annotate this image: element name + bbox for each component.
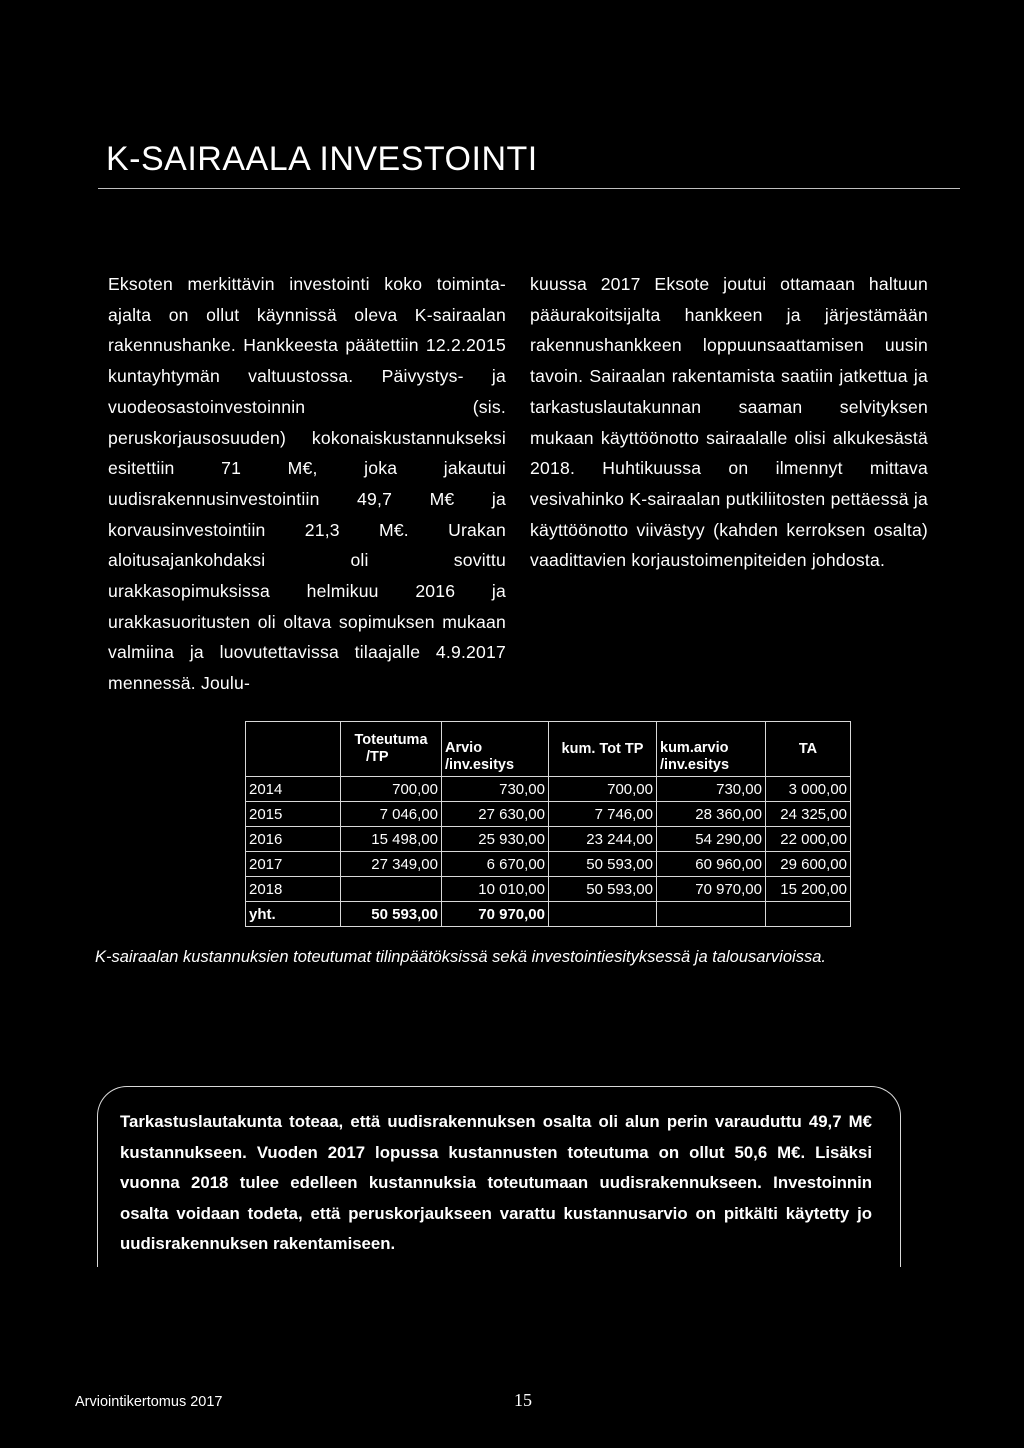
table-row (246, 827, 851, 852)
cell-kum-arvio: 54 290,00 (657, 827, 766, 852)
cell-toteutuma (341, 877, 442, 902)
callout-text: Tarkastuslautakunta toteaa, että uudisrakennuksen osalta oli alun perin varauduttu 49,7 M€ kustannukseen. Vuoden 2017 lopussa kustannusten toteutuma on ollut 50,6 M€. Lisäksi vuonna 2018 tulee edelleen kustannuksia toteutumaan uudisrakennukseen. Investoinnin osalta voidaan todeta, että peruskorjaukseen varattu kustannusarvio on pitkälti käytetty jo uudisrakennuksen rakentamiseen. (120, 1112, 872, 1253)
page-title: K-SAIRAALA INVESTOINTI (106, 140, 538, 178)
table-header-row (246, 722, 851, 777)
footer-report-name: Arviointikertomus 2017 (75, 1394, 223, 1410)
cell-arvio: 27 630,00 (442, 802, 549, 827)
cell-year: 2014 (246, 777, 341, 802)
header-arvio-line1: Arvio (445, 740, 483, 756)
cell-year: 2016 (246, 827, 341, 852)
cell-arvio: 70 970,00 (442, 902, 549, 927)
cell-kum-tot (549, 902, 657, 927)
cell-ta: 24 325,00 (766, 802, 851, 827)
cell-arvio: 730,00 (442, 777, 549, 802)
cell-year: yht. (246, 902, 341, 927)
cell-kum-arvio (657, 902, 766, 927)
cell-kum-tot: 7 746,00 (549, 802, 657, 827)
table-row-total (246, 902, 851, 927)
header-arvio-line2: /inv.esitys (445, 757, 515, 773)
header-kum-tot: kum. Tot TP (549, 722, 657, 777)
cell-ta: 22 000,00 (766, 827, 851, 852)
cell-arvio: 6 670,00 (442, 852, 549, 877)
cell-toteutuma: 700,00 (341, 777, 442, 802)
cell-toteutuma: 15 498,00 (341, 827, 442, 852)
table-row (246, 777, 851, 802)
cell-kum-arvio: 28 360,00 (657, 802, 766, 827)
cell-arvio: 10 010,00 (442, 877, 549, 902)
header-kum-arvio-line1: kum.arvio (660, 740, 729, 756)
cell-ta: 15 200,00 (766, 877, 851, 902)
cell-ta (766, 902, 851, 927)
cell-year: 2017 (246, 852, 341, 877)
cell-kum-tot: 50 593,00 (549, 852, 657, 877)
cell-year: 2018 (246, 877, 341, 902)
table-row (246, 877, 851, 902)
cell-year: 2015 (246, 802, 341, 827)
cell-kum-tot: 23 244,00 (549, 827, 657, 852)
cell-arvio: 25 930,00 (442, 827, 549, 852)
header-toteutuma-line1: Toteutuma (354, 732, 428, 748)
cell-ta: 3 000,00 (766, 777, 851, 802)
cell-kum-tot: 50 593,00 (549, 877, 657, 902)
table-caption: K-sairaalan kustannuksien toteutumat tilinpäätöksissä sekä investointiesityksessä ja talousarvioissa. (95, 948, 826, 966)
cell-kum-tot: 700,00 (549, 777, 657, 802)
cell-toteutuma: 50 593,00 (341, 902, 442, 927)
header-year (246, 722, 341, 777)
title-divider (98, 188, 960, 189)
cell-kum-arvio: 70 970,00 (657, 877, 766, 902)
table-row (246, 852, 851, 877)
cost-table (245, 721, 851, 927)
header-toteutuma-line2: /TP (366, 749, 389, 765)
body-text-right-column: kuussa 2017 Eksote joutui ottamaan haltuun pääurakoitsijalta hankkeen ja järjestämään rakennushankkeen loppuunsaattamisen uusin tavoin. Sairaalan rakentamista saatiin jatkettua ja tarkastuslautakunnan saaman selvityksen mukaan käyttöönotto sairaalalle olisi alkukesästä 2018. Huhtikuussa on ilmennyt mittava vesivahinko K-sairaalan putkiliitosten pettäessä ja käyttöönotto viivästyy (kahden kerroksen osalta) vaadittavien korjaustoimenpiteiden johdosta. (530, 274, 928, 571)
header-toteutuma (341, 722, 442, 777)
cell-toteutuma: 7 046,00 (341, 802, 442, 827)
cell-kum-arvio: 60 960,00 (657, 852, 766, 877)
cell-toteutuma: 27 349,00 (341, 852, 442, 877)
cell-kum-arvio: 730,00 (657, 777, 766, 802)
body-text-left-column: Eksoten merkittävin investointi koko toiminta-ajalta on ollut käynnissä oleva K-sairaalan rakennushanke. Hankkeesta päätettiin 12.2.2015 kuntayhtymän valtuustossa. Päivystys- ja vuodeosastoinvestoinnin (sis. peruskorjausosuuden) kokonaiskustannukseksi esitettiin 71 M€, joka jakautui uudisrakennusinvestointiin 49,7 M€ ja korvausinvestointiin 21,3 M€. Urakan aloitusajankohdaksi oli sovittu urakkasopimuksissa helmikuu 2016 ja urakkasuoritusten oli oltava sopimuksen mukaan valmiina ja luovutettavissa tilaajalle 4.9.2017 mennessä. Joulu- (108, 274, 506, 694)
cell-ta: 29 600,00 (766, 852, 851, 877)
page-number: 15 (514, 1390, 532, 1410)
header-arvio (442, 722, 549, 777)
header-kum-arvio-line2: /inv.esitys (660, 757, 730, 773)
table-row (246, 802, 851, 827)
header-ta: TA (766, 722, 851, 777)
header-kum-arvio (657, 722, 766, 777)
